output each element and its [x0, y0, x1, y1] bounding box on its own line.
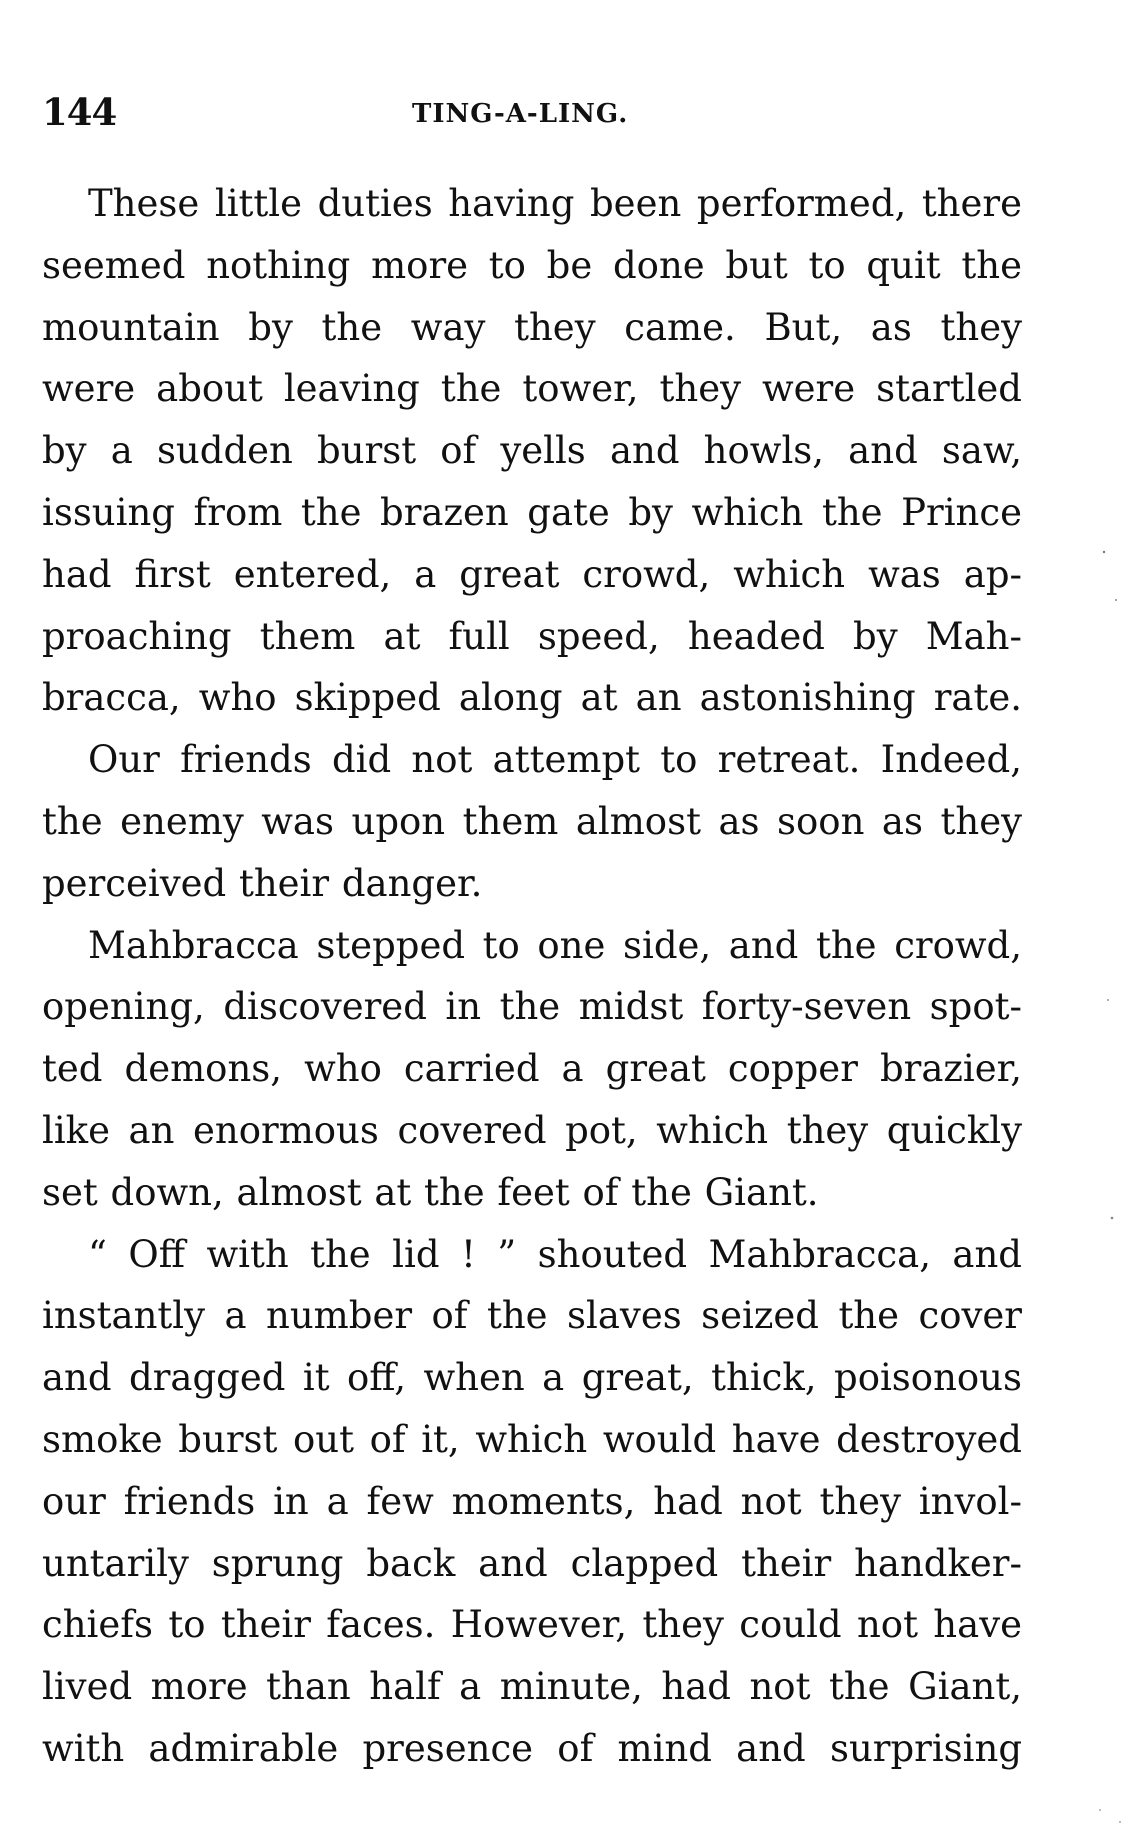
- text-line: had first entered, a great crowd, which was ap-: [42, 552, 1022, 596]
- text-line: untarily sprung back and clapped their handker-: [42, 1541, 1022, 1585]
- text-line: Our friends did not attempt to retreat. Indeed,: [88, 738, 1022, 782]
- text-line: ted demons, who carried a great copper brazier,: [42, 1047, 1022, 1091]
- text-line: chiefs to their faces. However, they could not have: [42, 1603, 1022, 1647]
- text-line: seemed nothing more to be done but to quit the: [42, 243, 1022, 287]
- text-line: instantly a number of the slaves seized the cover: [42, 1294, 1022, 1338]
- text-line: These little duties having been performed, there: [88, 182, 1022, 225]
- text-line: by a sudden burst of yells and howls, and saw,: [42, 429, 1022, 473]
- text-line: with admirable presence of mind and surprising: [42, 1726, 1022, 1770]
- text-line: bracca, who skipped along at an astonishing rate.: [42, 676, 1022, 720]
- text-line: “ Off with the lid ! ” shouted Mahbracca, and: [88, 1232, 1022, 1276]
- text-line: opening, discovered in the midst forty-seven spot-: [42, 985, 1022, 1029]
- text-line: proaching them at full speed, headed by Mah-: [42, 614, 1022, 658]
- body-text: [42, 173, 1022, 1780]
- text-line: lived more than half a minute, had not the Giant,: [42, 1665, 1022, 1709]
- text-line: smoke burst out of it, which would have destroyed: [42, 1417, 1022, 1461]
- running-head: TING-A-LING.: [412, 99, 629, 129]
- text-line: the enemy was upon them almost as soon as they: [42, 799, 1022, 843]
- text-line: like an enormous covered pot, which they quickly: [42, 1108, 1022, 1152]
- text-line: mountain by the way they came. But, as they: [42, 305, 1022, 349]
- page-number: 144: [42, 90, 117, 134]
- text-line: were about leaving the tower, they were startled: [42, 367, 1022, 411]
- text-line: Mahbracca stepped to one side, and the crowd,: [88, 923, 1022, 967]
- text-line: set down, almost at the feet of the Giant.: [42, 1170, 819, 1214]
- text-line: issuing from the brazen gate by which the Prince: [42, 490, 1022, 534]
- scan-specks: [1086, 0, 1146, 1837]
- text-line: perceived their danger.: [42, 861, 483, 905]
- text-line: and dragged it off, when a great, thick, poisonous: [42, 1356, 1022, 1400]
- page-header: [42, 90, 1022, 140]
- text-line: our friends in a few moments, had not they invol-: [42, 1479, 1022, 1523]
